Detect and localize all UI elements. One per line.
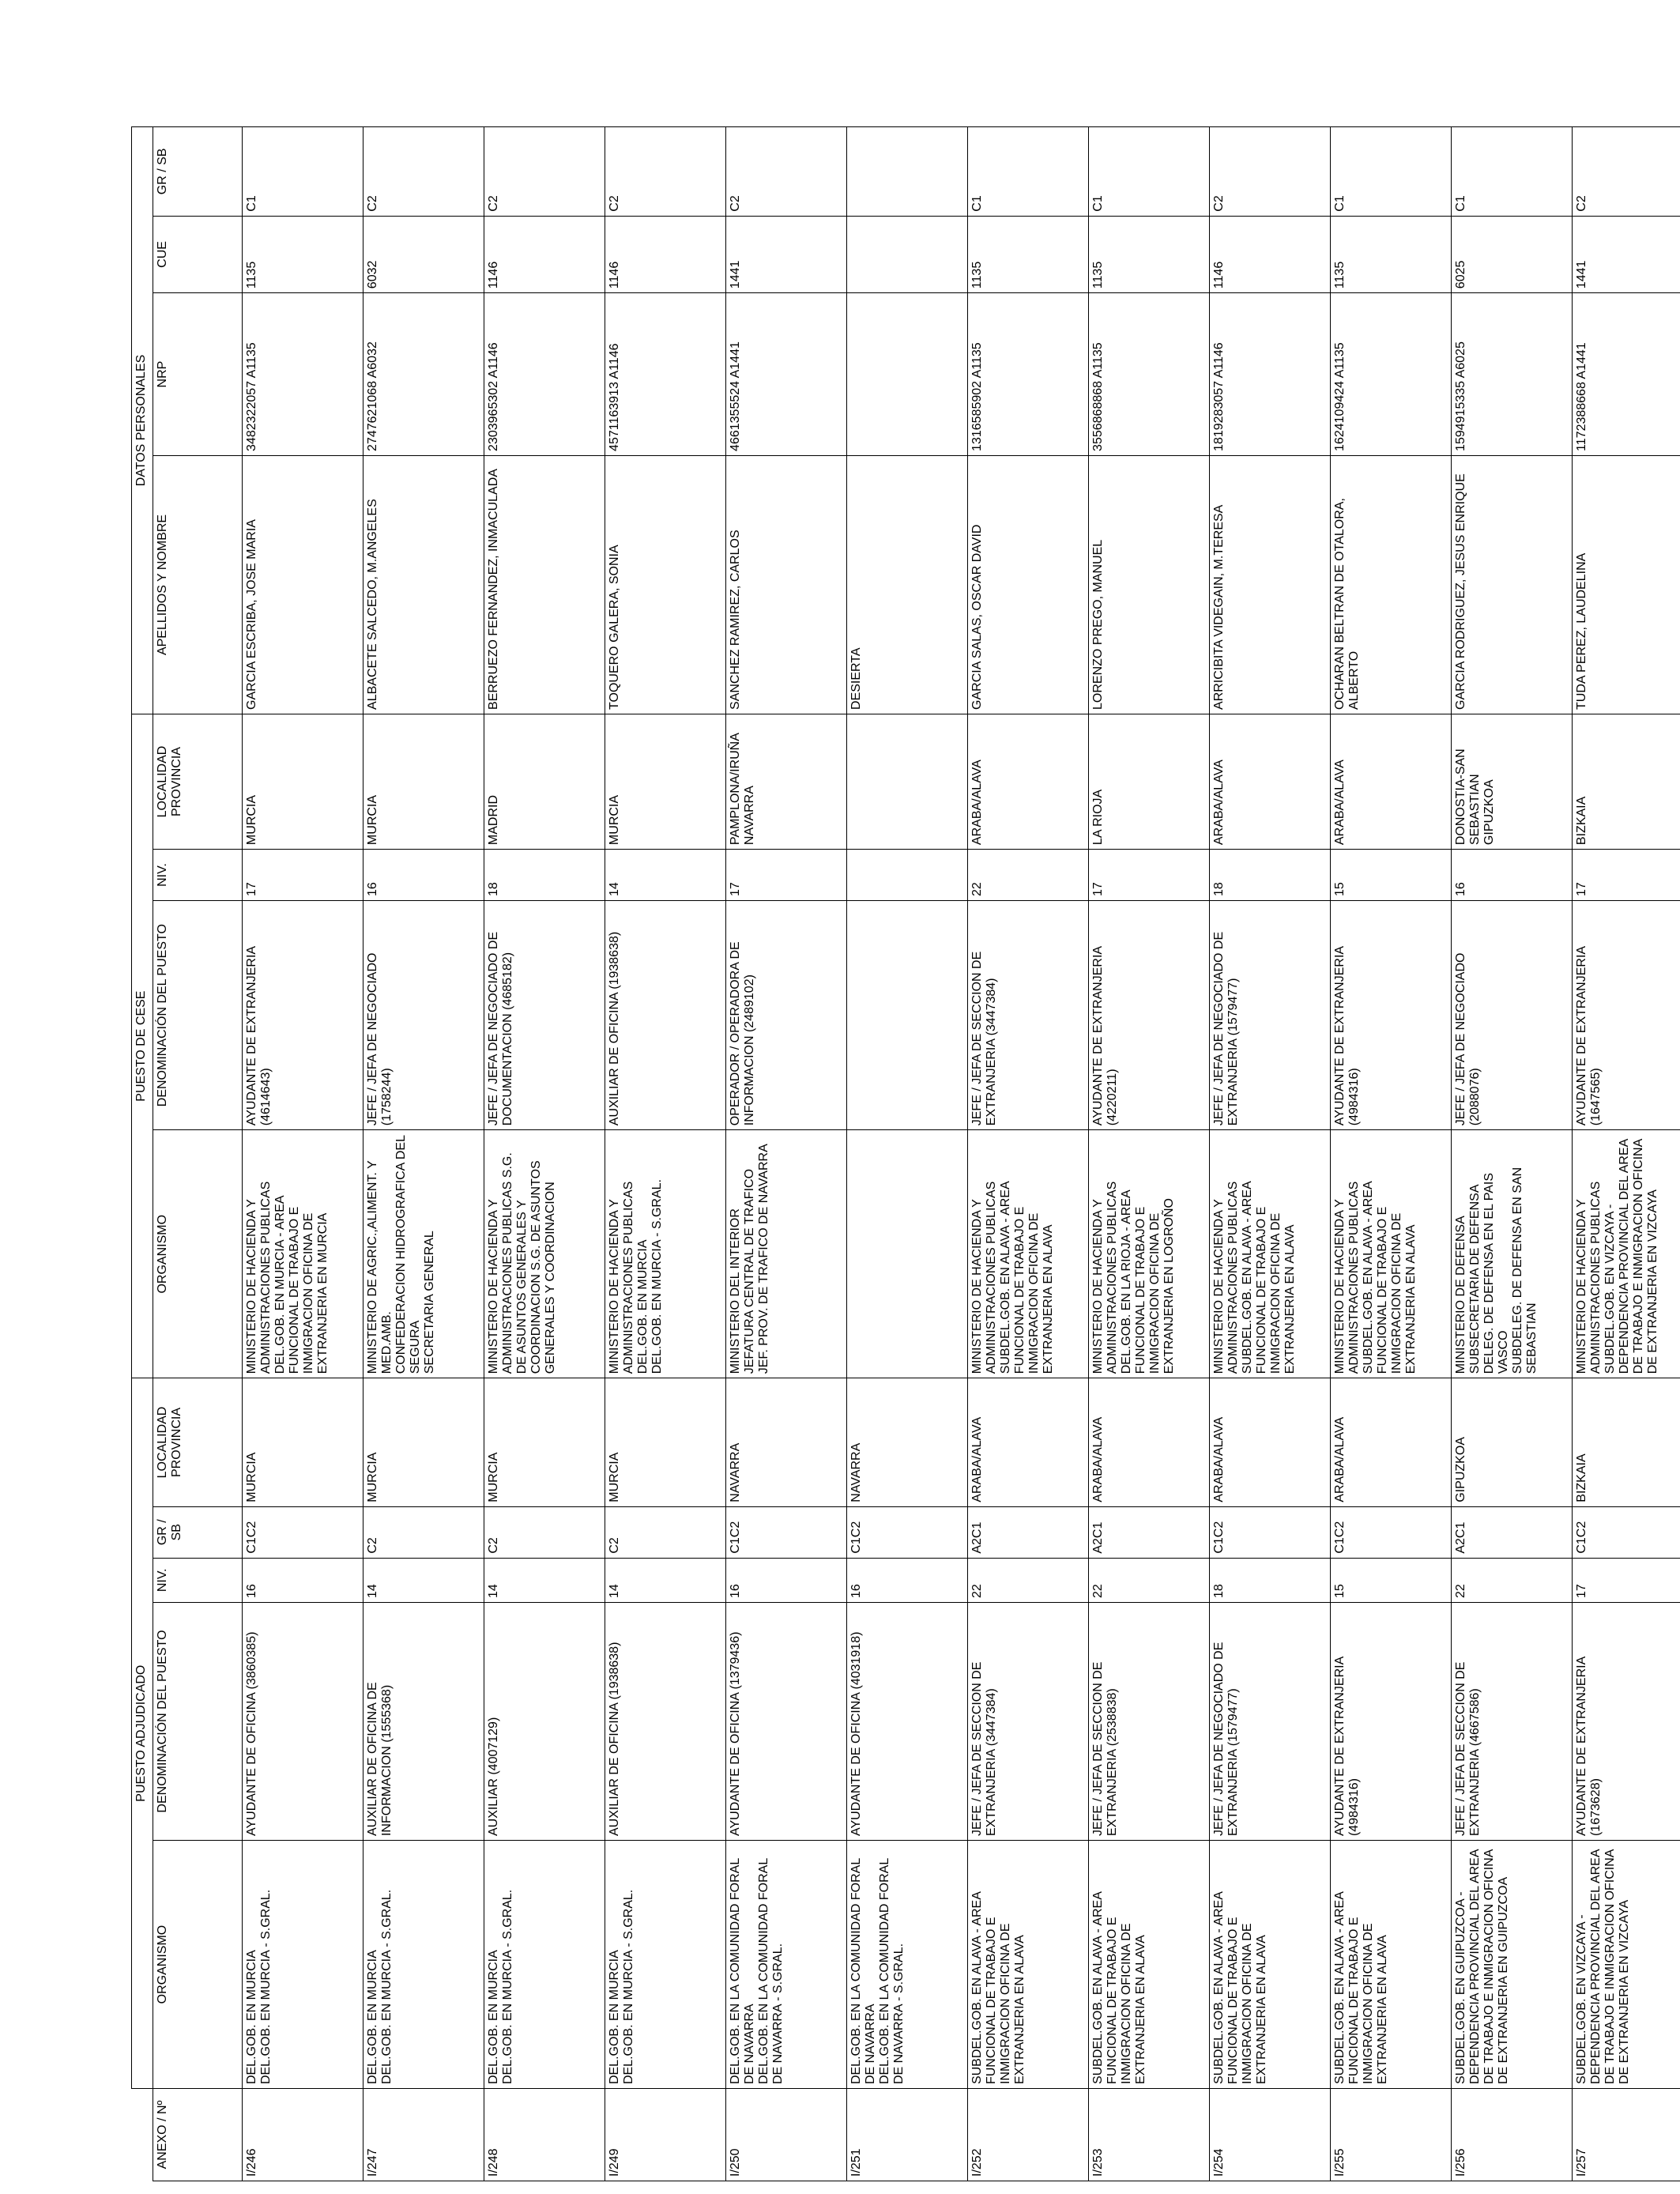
cell-localidad-provincia: ARABA/ALAVA (968, 1378, 1089, 1506)
cell-niv-cese: 18 (484, 850, 605, 901)
cell-niv-cese: 17 (243, 850, 363, 901)
cell-cue: 1135 (1331, 216, 1452, 292)
cell-gr-sb: C1C2 (1210, 1506, 1331, 1558)
cell-nrp: 1172388668 A1441 (1573, 293, 1680, 456)
cell-niv-cese: 22 (968, 850, 1089, 901)
table-row (1089, 127, 1210, 2181)
cell-cue: 1441 (726, 216, 847, 292)
cell-organismo: SUBDEL.GOB. EN ALAVA - AREA FUNCIONAL DE TRABAJO E INMIGRACION OFICINA DE EXTRANJERIA EN ALAVA (968, 1841, 1089, 2089)
group-header-empty (132, 2089, 153, 2181)
cell-anexo: I/247 (363, 2089, 484, 2181)
appointments-table (131, 126, 1680, 2181)
col-header-denominacion: DENOMINACIÓN DEL PUESTO (153, 1602, 243, 1840)
cell-denominacion: AUXILIAR (4007129) (484, 1602, 605, 1840)
cell-cue: 1146 (484, 216, 605, 292)
cell-organismo: DEL.GOB. EN MURCIA DEL.GOB. EN MURCIA - S.GRAL. (605, 1841, 726, 2089)
cell-apellidos-nombre: LORENZO PREGO, MANUEL (1089, 455, 1210, 714)
cell-denominacion: JEFE / JEFA DE SECCION DE EXTRANJERIA (3447384) (968, 1602, 1089, 1840)
cell-localidad-provincia: BIZKAIA (1573, 1378, 1680, 1506)
cell-gr-sb: A2C1 (1452, 1506, 1573, 1558)
cell-organismo-cese: MINISTERIO DE HACIENDA Y ADMINISTRACIONES PUBLICAS SUBDEL.GOB. EN VIZCAYA - DEPENDENCIA PROVINCIAL DEL AREA DE TRABAJO E INMIGRACION OFICINA DE EXTRANJERIA EN VIZCAYA (1573, 1130, 1680, 1378)
cell-gr-sb-personal (847, 127, 968, 217)
cell-cue: 1146 (605, 216, 726, 292)
cell-localidad-provincia-cese: ARABA/ALAVA (1331, 714, 1452, 849)
cell-niv-cese: 14 (605, 850, 726, 901)
cell-organismo: SUBDEL.GOB. EN ALAVA - AREA FUNCIONAL DE TRABAJO E INMIGRACION OFICINA DE EXTRANJERIA EN ALAVA (1089, 1841, 1210, 2089)
cell-localidad-provincia-cese: MURCIA (605, 714, 726, 849)
cell-nrp: 1624109424 A1135 (1331, 293, 1452, 456)
cell-organismo: SUBDEL.GOB. EN ALAVA - AREA FUNCIONAL DE TRABAJO E INMIGRACION OFICINA DE EXTRANJERIA EN ALAVA (1331, 1841, 1452, 2089)
cell-anexo: I/250 (726, 2089, 847, 2181)
cell-apellidos-nombre: SANCHEZ RAMIREZ, CARLOS (726, 455, 847, 714)
cell-gr-sb-personal: C2 (605, 127, 726, 217)
cell-gr-sb: C1C2 (726, 1506, 847, 1558)
cell-denominacion: AYUDANTE DE EXTRANJERIA (1673628) (1573, 1602, 1680, 1840)
table-row (847, 127, 968, 2181)
cell-denominacion-cese: AUXILIAR DE OFICINA (1938638) (605, 901, 726, 1130)
cell-nrp: 3556868868 A1135 (1089, 293, 1210, 456)
cell-localidad-provincia-cese: MURCIA (243, 714, 363, 849)
cell-niv-cese: 17 (1089, 850, 1210, 901)
cell-organismo: SUBDEL.GOB. EN VIZCAYA - DEPENDENCIA PROVINCIAL DEL AREA DE TRABAJO E INMIGRACION OFICINA DE EXTRANJERIA EN VIZCAYA (1573, 1841, 1680, 2089)
table-body (243, 127, 1680, 2181)
cell-apellidos-nombre: BERRUEZO FERNANDEZ, INMACULADA (484, 455, 605, 714)
cell-cue: 1135 (968, 216, 1089, 292)
table-row (243, 127, 363, 2181)
cell-localidad-provincia: GIPUZKOA (1452, 1378, 1573, 1506)
cell-niv-cese: 15 (1331, 850, 1452, 901)
cell-gr-sb: A2C1 (1089, 1506, 1210, 1558)
cell-apellidos-nombre: GARCIA RODRIGUEZ, JESUS ENRIQUE (1452, 455, 1573, 714)
cell-apellidos-nombre: ALBACETE SALCEDO, M.ANGELES (363, 455, 484, 714)
cell-gr-sb: C1C2 (847, 1506, 968, 1558)
cell-nrp (847, 293, 968, 456)
cell-niv: 22 (1452, 1558, 1573, 1602)
cell-gr-sb-personal: C1 (1452, 127, 1573, 217)
cell-nrp: 2747621068 A6032 (363, 293, 484, 456)
cell-organismo-cese: MINISTERIO DEL INTERIOR JEFATURA CENTRAL DE TRAFICO JEF. PROV. DE TRAFICO DE NAVARRA (726, 1130, 847, 1378)
cell-localidad-provincia: ARABA/ALAVA (1331, 1378, 1452, 1506)
cell-localidad-provincia: MURCIA (484, 1378, 605, 1506)
cell-gr-sb-personal: C1 (1089, 127, 1210, 217)
cell-organismo-cese: MINISTERIO DE AGRIC.,ALIMENT. Y MED.AMB. CONFEDERACION HIDROGRAFICA DEL SEGURA SECRETARIA GENERAL (363, 1130, 484, 1378)
cell-nrp: 4571163913 A1146 (605, 293, 726, 456)
cell-organismo: SUBDEL.GOB. EN GUIPUZCOA - DEPENDENCIA PROVINCIAL DEL AREA DE TRABAJO E INMIGRACION OFICINA DE EXTRANJERIA EN GUIPUZCOA (1452, 1841, 1573, 2089)
cell-cue: 6032 (363, 216, 484, 292)
cell-anexo: I/254 (1210, 2089, 1331, 2181)
cell-niv: 22 (1089, 1558, 1210, 1602)
cell-organismo: DEL.GOB. EN MURCIA DEL.GOB. EN MURCIA - S.GRAL. (363, 1841, 484, 2089)
cell-cue (847, 216, 968, 292)
cell-denominacion-cese: AYUDANTE DE EXTRANJERIA (4220211) (1089, 901, 1210, 1130)
cell-organismo-cese: MINISTERIO DE HACIENDA Y ADMINISTRACIONES PUBLICAS DEL.GOB. EN LA RIOJA - AREA FUNCIONAL DE TRABAJO E INMIGRACION OFICINA DE EXTRANJERIA EN LOGROÑO (1089, 1130, 1210, 1378)
cell-localidad-provincia-cese (847, 714, 968, 849)
cell-niv: 16 (726, 1558, 847, 1602)
cell-nrp: 1819283057 A1146 (1210, 293, 1331, 456)
cell-cue: 6025 (1452, 216, 1573, 292)
col-header-cue: CUE (153, 216, 243, 292)
cell-gr-sb: C2 (605, 1506, 726, 1558)
col-header-niv: NIV. (153, 1558, 243, 1602)
table-row (1210, 127, 1331, 2181)
table-row (726, 127, 847, 2181)
cell-denominacion-cese: AYUDANTE DE EXTRANJERIA (4984316) (1331, 901, 1452, 1130)
cell-denominacion-cese: JEFE / JEFA DE SECCION DE EXTRANJERIA (3447384) (968, 901, 1089, 1130)
cell-localidad-provincia: NAVARRA (847, 1378, 968, 1506)
cell-organismo: SUBDEL.GOB. EN ALAVA - AREA FUNCIONAL DE TRABAJO E INMIGRACION OFICINA DE EXTRANJERIA EN ALAVA (1210, 1841, 1331, 2089)
cell-localidad-provincia-cese: MADRID (484, 714, 605, 849)
cell-localidad-provincia: MURCIA (243, 1378, 363, 1506)
table-row (968, 127, 1089, 2181)
col-header-gr-sb-personal: GR / SB (153, 127, 243, 217)
cell-localidad-provincia-cese: DONOSTIA-SAN SEBASTIAN GIPUZKOA (1452, 714, 1573, 849)
cell-anexo: I/246 (243, 2089, 363, 2181)
cell-localidad-provincia: MURCIA (363, 1378, 484, 1506)
cell-organismo-cese (847, 1130, 968, 1378)
cell-gr-sb: A2C1 (968, 1506, 1089, 1558)
cell-apellidos-nombre: ARRICIBITA VIDEGAIN, M.TERESA (1210, 455, 1331, 714)
cell-cue: 1135 (1089, 216, 1210, 292)
cell-organismo-cese: MINISTERIO DE HACIENDA Y ADMINISTRACIONES PUBLICAS SUBDEL.GOB. EN ALAVA - AREA FUNCIONAL DE TRABAJO E INMIGRACION OFICINA DE EXTRANJERIA EN ALAVA (968, 1130, 1089, 1378)
cell-nrp: 3482322057 A1135 (243, 293, 363, 456)
table-row (484, 127, 605, 2181)
cell-niv: 15 (1331, 1558, 1452, 1602)
cell-niv-cese: 16 (363, 850, 484, 901)
cell-nrp: 1594915335 A6025 (1452, 293, 1573, 456)
cell-gr-sb-personal: C2 (484, 127, 605, 217)
cell-localidad-provincia: ARABA/ALAVA (1089, 1378, 1210, 1506)
cell-denominacion: AUXILIAR DE OFICINA (1938638) (605, 1602, 726, 1840)
cell-niv: 14 (484, 1558, 605, 1602)
cell-anexo: I/251 (847, 2089, 968, 2181)
cell-denominacion-cese: JEFE / JEFA DE NEGOCIADO DE DOCUMENTACION (4685182) (484, 901, 605, 1130)
cell-niv: 17 (1573, 1558, 1680, 1602)
cell-niv: 16 (243, 1558, 363, 1602)
col-header-apellidos-nombre: APELLIDOS Y NOMBRE (153, 455, 243, 714)
cell-denominacion-cese (847, 901, 968, 1130)
cell-apellidos-nombre: TOQUERO GALERA, SONIA (605, 455, 726, 714)
cell-organismo-cese: MINISTERIO DE HACIENDA Y ADMINISTRACIONES PUBLICAS SUBDEL.GOB. EN ALAVA - AREA FUNCIONAL DE TRABAJO E INMIGRACION OFICINA DE EXTRANJERIA EN ALAVA (1210, 1130, 1331, 1378)
cell-cue: 1441 (1573, 216, 1680, 292)
cell-organismo-cese: MINISTERIO DE HACIENDA Y ADMINISTRACIONES PUBLICAS SUBDEL.GOB. EN ALAVA - AREA FUNCIONAL DE TRABAJO E INMIGRACION OFICINA DE EXTRANJERIA EN ALAVA (1331, 1130, 1452, 1378)
cell-nrp: 4661355524 A1441 (726, 293, 847, 456)
cell-organismo-cese: MINISTERIO DE HACIENDA Y ADMINISTRACIONES PUBLICAS S.G. DE ASUNTOS GENERALES Y COORDINACION S.G. DE ASUNTOS GENERALES Y COORDINACION (484, 1130, 605, 1378)
cell-denominacion: JEFE / JEFA DE SECCION DE EXTRANJERIA (2538838) (1089, 1602, 1210, 1840)
cell-organismo: DEL.GOB. EN MURCIA DEL.GOB. EN MURCIA - S.GRAL. (243, 1841, 363, 2089)
cell-anexo: I/256 (1452, 2089, 1573, 2181)
cell-localidad-provincia: NAVARRA (726, 1378, 847, 1506)
cell-niv: 14 (605, 1558, 726, 1602)
cell-gr-sb-personal: C1 (1331, 127, 1452, 217)
table-row (605, 127, 726, 2181)
cell-denominacion: AYUDANTE DE EXTRANJERIA (4984316) (1331, 1602, 1452, 1840)
cell-organismo: DEL.GOB. EN MURCIA DEL.GOB. EN MURCIA - S.GRAL. (484, 1841, 605, 2089)
cell-denominacion-cese: JEFE / JEFA DE NEGOCIADO DE EXTRANJERIA (1579477) (1210, 901, 1331, 1130)
cell-denominacion-cese: AYUDANTE DE EXTRANJERIA (4614643) (243, 901, 363, 1130)
cell-gr-sb: C1C2 (243, 1506, 363, 1558)
cell-denominacion-cese: OPERADOR / OPERADORA DE INFORMACION (2489102) (726, 901, 847, 1130)
cell-organismo: DEL.GOB. EN LA COMUNIDAD FORAL DE NAVARRA DEL.GOB. EN LA COMUNIDAD FORAL DE NAVARRA - S.GRAL. (847, 1841, 968, 2089)
cell-denominacion: JEFE / JEFA DE NEGOCIADO DE EXTRANJERIA (1579477) (1210, 1602, 1331, 1840)
cell-anexo: I/257 (1573, 2089, 1680, 2181)
cell-organismo-cese: MINISTERIO DE HACIENDA Y ADMINISTRACIONES PUBLICAS DEL.GOB. EN MURCIA DEL.GOB. EN MURCIA - S.GRAL. (605, 1130, 726, 1378)
table-row (1573, 127, 1680, 2181)
table-row (1331, 127, 1452, 2181)
cell-anexo: I/255 (1331, 2089, 1452, 2181)
cell-niv-cese: 17 (1573, 850, 1680, 901)
cell-niv-cese: 16 (1452, 850, 1573, 901)
cell-gr-sb-personal: C2 (363, 127, 484, 217)
cell-cue: 1135 (243, 216, 363, 292)
cell-denominacion: AYUDANTE DE OFICINA (4031918) (847, 1602, 968, 1840)
cell-gr-sb-personal: C2 (1210, 127, 1331, 217)
cell-gr-sb-personal: C1 (243, 127, 363, 217)
cell-apellidos-nombre: OCHARAN BELTRAN DE OTALORA, ALBERTO (1331, 455, 1452, 714)
col-header-localidad-provincia: LOCALIDAD PROVINCIA (153, 1378, 243, 1506)
cell-anexo: I/249 (605, 2089, 726, 2181)
cell-anexo: I/248 (484, 2089, 605, 2181)
cell-localidad-provincia-cese: ARABA/ALAVA (968, 714, 1089, 849)
cell-gr-sb-personal: C2 (1573, 127, 1680, 217)
cell-apellidos-nombre: GARCIA ESCRIBA, JOSE MARIA (243, 455, 363, 714)
cell-apellidos-nombre: DESIERTA (847, 455, 968, 714)
cell-niv-cese: 17 (726, 850, 847, 901)
cell-denominacion: AUXILIAR DE OFICINA DE INFORMACION (1555368) (363, 1602, 484, 1840)
col-header-organismo-cese: ORGANISMO (153, 1130, 243, 1378)
group-header-datos-personales: DATOS PERSONALES (132, 127, 153, 714)
cell-niv-cese: 18 (1210, 850, 1331, 901)
cell-localidad-provincia-cese: MURCIA (363, 714, 484, 849)
cell-niv: 22 (968, 1558, 1089, 1602)
cell-organismo-cese: MINISTERIO DE HACIENDA Y ADMINISTRACIONES PUBLICAS DEL.GOB. EN MURCIA - AREA FUNCIONAL DE TRABAJO E INMIGRACION OFICINA DE EXTRANJERIA EN MURCIA (243, 1130, 363, 1378)
cell-niv: 16 (847, 1558, 968, 1602)
cell-gr-sb: C2 (484, 1506, 605, 1558)
cell-localidad-provincia: ARABA/ALAVA (1210, 1378, 1331, 1506)
cell-localidad-provincia-cese: ARABA/ALAVA (1210, 714, 1331, 849)
col-header-gr-sb: GR / SB (153, 1506, 243, 1558)
cell-localidad-provincia: MURCIA (605, 1378, 726, 1506)
cell-apellidos-nombre: TUDA PEREZ, LAUDELINA (1573, 455, 1680, 714)
group-header-puesto-de-cese: PUESTO DE CESE (132, 714, 153, 1378)
cell-denominacion: AYUDANTE DE OFICINA (3860385) (243, 1602, 363, 1840)
cell-gr-sb: C2 (363, 1506, 484, 1558)
col-header-nrp: NRP (153, 293, 243, 456)
cell-denominacion-cese: JEFE / JEFA DE NEGOCIADO (1758244) (363, 901, 484, 1130)
cell-denominacion-cese: JEFE / JEFA DE NEGOCIADO (2088076) (1452, 901, 1573, 1130)
cell-nrp: 2303965302 A1146 (484, 293, 605, 456)
cell-localidad-provincia-cese: PAMPLONA/IRUÑA NAVARRA (726, 714, 847, 849)
group-header-puesto-adjudicado: PUESTO ADJUDICADO (132, 1378, 153, 2089)
cell-organismo-cese: MINISTERIO DE DEFENSA SUBSECRETARIA DE DEFENSA DELEG. DE DEFENSA EN EL PAIS VASCO SUBDELEG. DE DEFENSA EN SAN SEBASTIAN (1452, 1130, 1573, 1378)
cell-denominacion: AYUDANTE DE OFICINA (1379436) (726, 1602, 847, 1840)
col-header-localidad-provincia-cese: LOCALIDAD PROVINCIA (153, 714, 243, 849)
col-header-anexo: ANEXO / Nº (153, 2089, 243, 2181)
col-header-organismo: ORGANISMO (153, 1841, 243, 2089)
cell-niv-cese (847, 850, 968, 901)
cell-denominacion-cese: AYUDANTE DE EXTRANJERIA (1647565) (1573, 901, 1680, 1130)
cell-apellidos-nombre: GARCIA SALAS, OSCAR DAVID (968, 455, 1089, 714)
col-header-denominacion-cese: DENOMINACIÓN DEL PUESTO (153, 901, 243, 1130)
cell-nrp: 1316585902 A1135 (968, 293, 1089, 456)
cell-anexo: I/252 (968, 2089, 1089, 2181)
cell-organismo: DEL.GOB. EN LA COMUNIDAD FORAL DE NAVARRA DEL.GOB. EN LA COMUNIDAD FORAL DE NAVARRA - S.GRAL. (726, 1841, 847, 2089)
table-row (363, 127, 484, 2181)
table-row (1452, 127, 1573, 2181)
cell-gr-sb: C1C2 (1331, 1506, 1452, 1558)
col-header-niv-cese: NIV. (153, 850, 243, 901)
cell-cue: 1146 (1210, 216, 1331, 292)
cell-anexo: I/253 (1089, 2089, 1210, 2181)
cell-gr-sb-personal: C1 (968, 127, 1089, 217)
cell-localidad-provincia-cese: BIZKAIA (1573, 714, 1680, 849)
cell-localidad-provincia-cese: LA RIOJA (1089, 714, 1210, 849)
cell-gr-sb-personal: C2 (726, 127, 847, 217)
cell-gr-sb: C1C2 (1573, 1506, 1680, 1558)
cell-denominacion: JEFE / JEFA DE SECCION DE EXTRANJERIA (4667586) (1452, 1602, 1573, 1840)
cell-niv: 18 (1210, 1558, 1331, 1602)
cell-niv: 14 (363, 1558, 484, 1602)
